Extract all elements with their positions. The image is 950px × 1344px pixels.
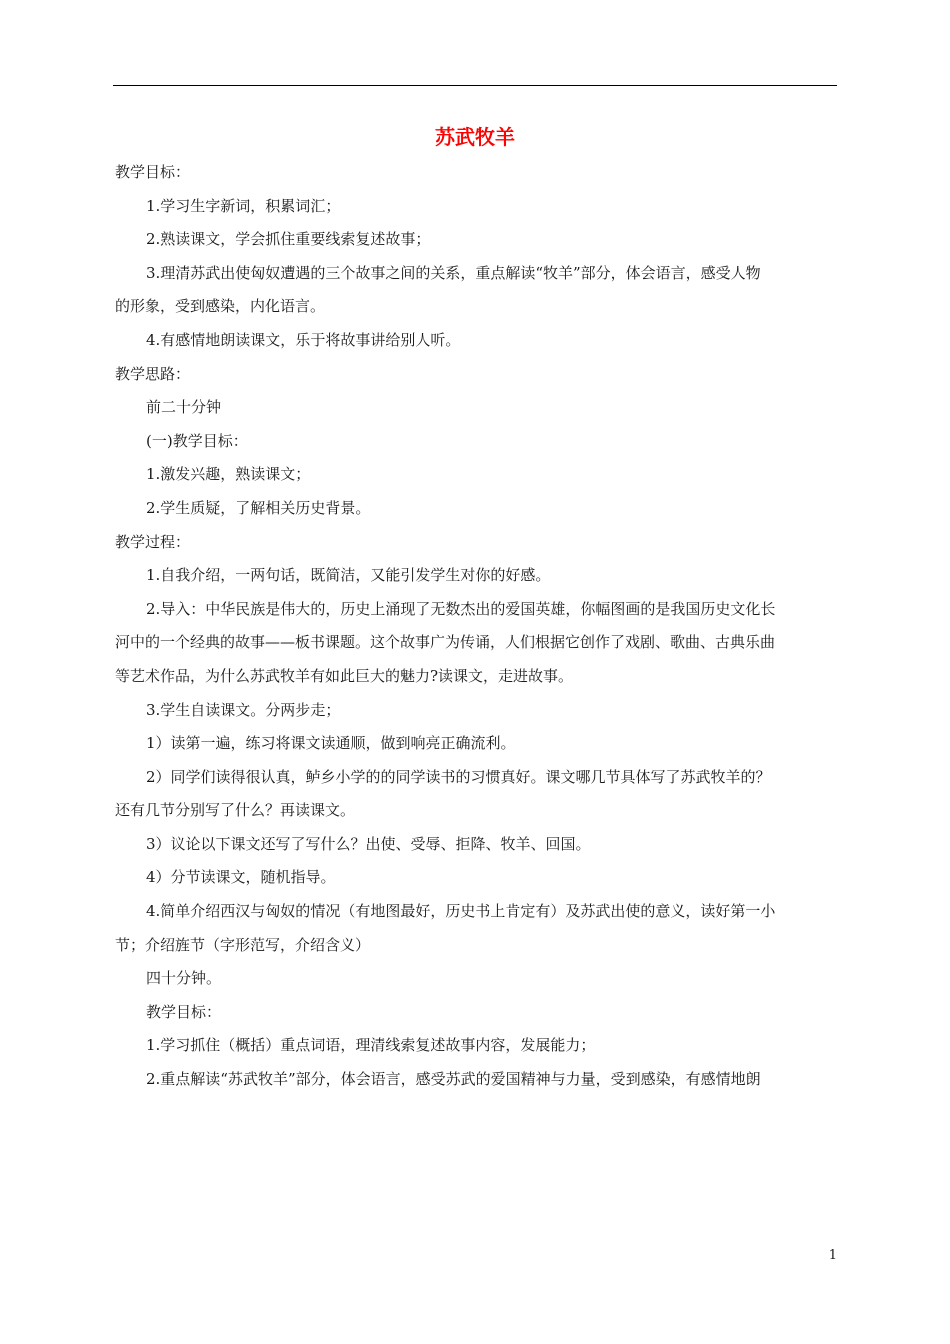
paragraph-line-continued: 的形象，受到感染，内化语言。 (115, 297, 326, 316)
paragraph-line-continued: 节；介绍旌节（字形范写，介绍含义） (115, 935, 371, 954)
paragraph-line: 2.重点解读“苏武牧羊”部分，体会语言，感受苏武的爱国精神与力量，受到感染，有感情地朗 (146, 1070, 761, 1089)
paragraph-line: 2.熟读课文，学会抓住重要线索复述故事； (146, 230, 431, 249)
paragraph-line: 3.理清苏武出使匈奴遭遇的三个故事之间的关系，重点解读“牧羊”部分，体会语言，感受人物 (146, 263, 761, 282)
document-title: 苏武牧羊 (435, 125, 515, 149)
paragraph-line-continued: 等艺术作品，为什么苏武牧羊有如此巨大的魅力?读课文，走进故事。 (115, 666, 574, 685)
paragraph-line-continued: 河中的一个经典的故事——板书课题。这个故事广为传诵，人们根据它创作了戏剧、歌曲、古典乐曲 (115, 633, 776, 652)
section-heading: 教学目标： (115, 163, 191, 181)
paragraph-line: 四十分钟。 (146, 969, 222, 988)
paragraph-line: 教学目标： (146, 1002, 222, 1021)
paragraph-line: 4.简单介绍西汉与匈奴的情况（有地图最好，历史书上肯定有）及苏武出使的意义，读好第一小 (146, 902, 776, 921)
header-rule (113, 85, 837, 86)
paragraph-line: 1.激发兴趣，熟读课文； (146, 465, 311, 484)
paragraph-line: 3）议论以下课文还写了写什么？出使、受辱、拒降、牧羊、回国。 (146, 834, 591, 853)
paragraph-line: 1.学习生字新词，积累词汇； (146, 196, 341, 215)
paragraph-line: 1）读第一遍，练习将课文读通顺，做到响亮正确流利。 (146, 734, 516, 753)
paragraph-line: 1.自我介绍，一两句话，既简洁，又能引发学生对你的好感。 (146, 566, 551, 585)
paragraph-line-continued: 还有几节分别写了什么？再读课文。 (115, 801, 356, 820)
paragraph-line: 2.导入：中华民族是伟大的，历史上涌现了无数杰出的爱国英雄，你幅图画的是我国历史文化长 (146, 599, 776, 618)
paragraph-line: (一)教学目标： (146, 431, 248, 450)
section-heading: 教学过程： (115, 532, 191, 551)
paragraph-line: 前二十分钟 (146, 398, 222, 417)
paragraph-line: 3.学生自读课文。分两步走； (146, 700, 341, 719)
paragraph-line: 2.学生质疑，了解相关历史背景。 (146, 498, 371, 517)
section-heading: 教学思路： (115, 364, 191, 383)
paragraph-line: 2）同学们读得很认真，鲈乡小学的的同学读书的习惯真好。课文哪几节具体写了苏武牧羊的？ (146, 767, 771, 786)
document-body (115, 156, 839, 1097)
page-number: 1 (828, 1248, 837, 1263)
paragraph-line: 4）分节读课文，随机指导。 (146, 868, 336, 887)
paragraph-line: 1.学习抓住（概括）重点词语，理清线索复述故事内容，发展能力； (146, 1036, 596, 1055)
paragraph-line: 4.有感情地朗读课文，乐于将故事讲给别人听。 (146, 330, 461, 349)
